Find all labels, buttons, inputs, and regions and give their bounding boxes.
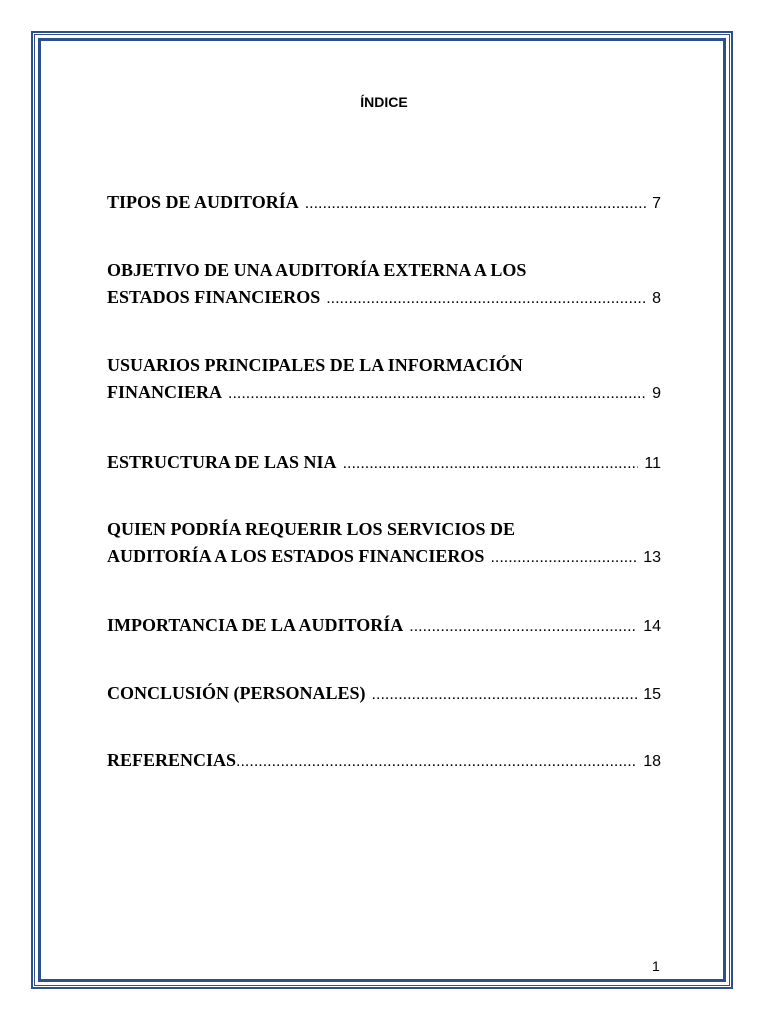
toc-entry-page: 15 <box>643 686 661 703</box>
dot-leader <box>343 450 639 477</box>
toc-entry-page: 13 <box>643 549 661 566</box>
toc-entry-title: CONCLUSIÓN (PERSONALES) <box>107 683 366 703</box>
toc-entry-estructura[interactable] <box>107 449 661 477</box>
toc-entry-page: 9 <box>652 385 661 402</box>
toc-entry-title: REFERENCIAS <box>107 750 237 770</box>
toc-entry-title: ESTRUCTURA DE LAS NIA <box>107 452 337 472</box>
toc-entry-title: AUDITORÍA A LOS ESTADOS FINANCIEROS <box>107 546 485 566</box>
page-number: 1 <box>652 958 660 974</box>
toc-entry-referencias[interactable] <box>107 747 661 775</box>
toc-entry-title: ESTADOS FINANCIEROS <box>107 287 321 307</box>
toc-entry-title: IMPORTANCIA DE LA AUDITORÍA <box>107 615 404 635</box>
toc-entry-objetivo[interactable] <box>107 257 661 312</box>
dot-leader <box>490 544 637 571</box>
toc-entry-page: 11 <box>644 455 661 472</box>
toc-entry-page: 14 <box>643 618 661 635</box>
dot-leader <box>409 613 637 640</box>
toc-entry-quien[interactable] <box>107 516 661 571</box>
toc-entry-title-line1: USUARIOS PRINCIPALES DE LA INFORMACIÓN <box>107 355 523 375</box>
toc-entry-page: 8 <box>652 290 661 307</box>
toc-entry-title-line1: QUIEN PODRÍA REQUERIR LOS SERVICIOS DE <box>107 519 515 539</box>
toc-entry-title: FINANCIERA <box>107 382 223 402</box>
toc-entry-tipos[interactable] <box>107 189 661 217</box>
dot-leader <box>305 190 646 217</box>
toc-entry-page: 7 <box>652 195 661 212</box>
dot-leader <box>228 380 646 407</box>
page-title: ÍNDICE <box>360 94 408 110</box>
toc-entry-title-line1: OBJETIVO DE UNA AUDITORÍA EXTERNA A LOS <box>107 260 527 280</box>
toc-entry-usuarios[interactable] <box>107 352 661 407</box>
toc-entry-conclusion[interactable] <box>107 680 661 708</box>
page-border-inner <box>38 38 726 982</box>
dot-leader <box>326 285 646 312</box>
toc-entry-page: 18 <box>643 753 661 770</box>
dot-leader <box>236 748 637 775</box>
toc-entry-importancia[interactable] <box>107 612 661 640</box>
dot-leader <box>372 681 638 708</box>
toc-entry-title: TIPOS DE AUDITORÍA <box>107 192 299 212</box>
